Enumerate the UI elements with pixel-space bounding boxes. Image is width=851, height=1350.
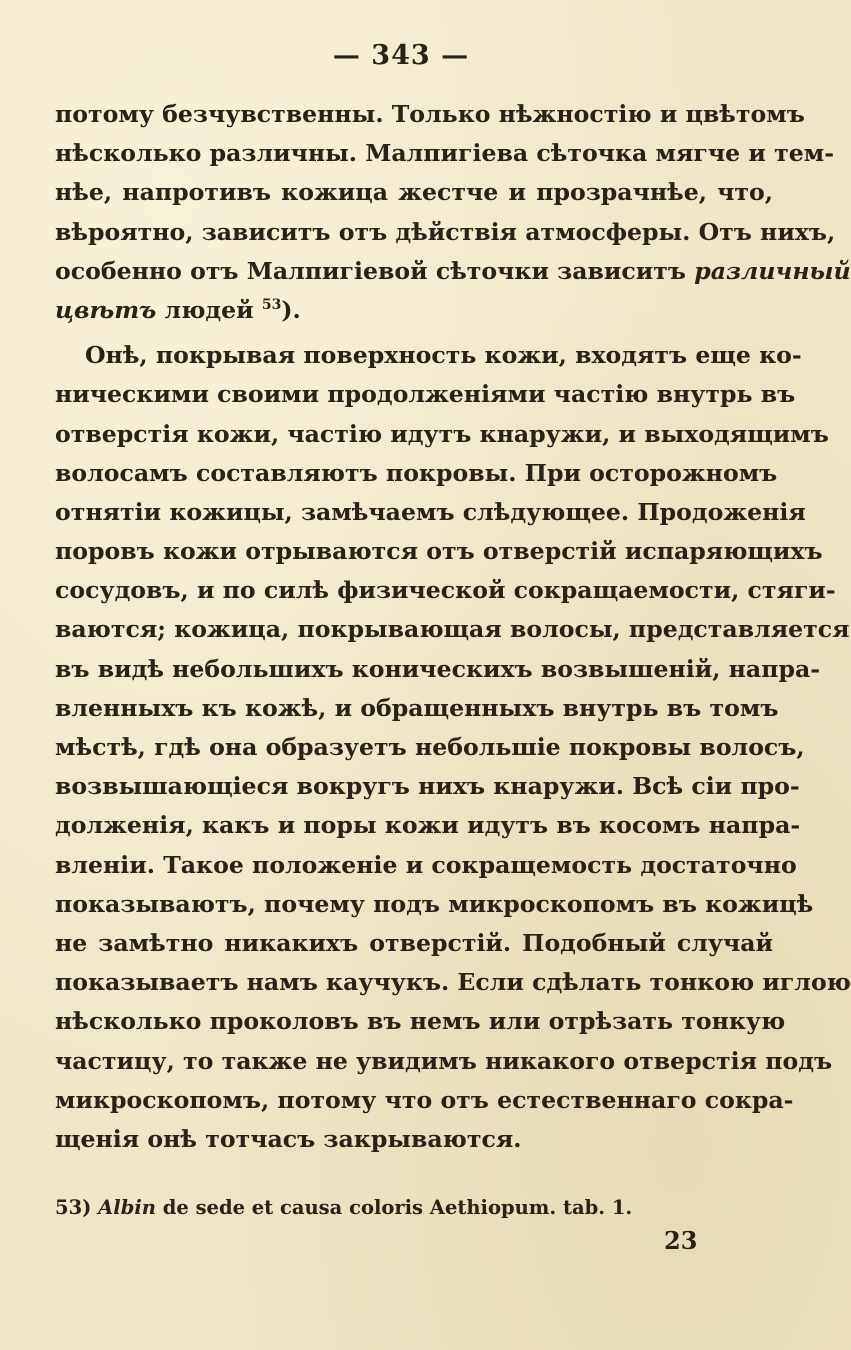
text-line: мѣстѣ, гдѣ она образуетъ небольшіе покровы волосъ, [55, 733, 805, 761]
text-line: вѣроятно, зависитъ отъ дѣйствія атмосферы. Отъ нихъ, [55, 217, 836, 246]
text-line [55, 252, 851, 291]
text-line: отнятіи кожицы, замѣчаемъ слѣдующее. Продоженія [55, 497, 806, 526]
text-line: отверстія кожи, частію идутъ кнаружи, и выходящимъ [55, 419, 829, 448]
text-line: вленныхъ къ кожѣ, и обращенныхъ внутрь въ томъ [55, 693, 779, 722]
italic-text: различный [694, 256, 851, 285]
footnote-marker: 53) [55, 1196, 92, 1219]
footnote-title: de sede et causa coloris Aethiopum. tab. 1. [162, 1196, 633, 1219]
text-line: долженія, какъ и поры кожи идутъ въ косомъ напра- [55, 811, 801, 840]
italic-text: цвѣтъ [55, 295, 157, 324]
signature-mark: 23 [664, 1226, 698, 1255]
text-line: нѣсколько проколовъ въ немъ или отрѣзать тонкую [55, 1007, 786, 1036]
text-line: щенія онѣ тотчасъ закрываются. [55, 1124, 522, 1153]
text-line: Онѣ, покрывая поверхность кожи, входятъ еще ко- [85, 341, 802, 370]
text-line: потому безчувственны. Только нѣжностію и цвѣтомъ [55, 100, 805, 128]
text-segment: людей [156, 295, 262, 324]
footnote-reference: 53 [261, 296, 282, 313]
text-line: вленіи. Такое положеніе и сокращемость достаточно [55, 850, 797, 879]
body-text [55, 95, 851, 1159]
text-line: въ видѣ небольшихъ коническихъ возвышеній, напра- [55, 654, 821, 683]
text-line: ваются; кожица, покрывающая волосы, представляется [55, 615, 850, 644]
text-line: показываютъ, почему подъ микроскопомъ въ кожицѣ [55, 889, 814, 918]
text-line: возвышающіеся вокругъ нихъ кнаружи. Всѣ сіи про- [55, 772, 800, 801]
text-line: волосамъ составляютъ покровы. При осторожномъ [55, 458, 778, 487]
text-line: микроскопомъ, потому что отъ естественнаго сокра- [55, 1085, 794, 1114]
text-line: частицу, то также не увидимъ никакого отверстія подъ [55, 1046, 833, 1075]
text-line: показываетъ намъ каучукъ. Если сдѣлать тонкою иглою [55, 968, 851, 997]
text-line: поровъ кожи отрываются отъ отверстій испаряющихъ [55, 537, 823, 566]
text-line: нѣе, напротивъ кожица жестче и прозрачнѣе, что, [55, 178, 773, 207]
text-line: ническими своими продолженіями частію внутрь въ [55, 380, 796, 409]
text-line [55, 291, 773, 330]
text-line: сосудовъ, и по силѣ физической сокращаемости, стяги- [55, 576, 836, 605]
text-line: не замѣтно никакихъ отверстій. Подобный случай [55, 928, 773, 957]
text-line: нѣсколько различны. Малпигіева сѣточка мягче и тем- [55, 139, 834, 168]
text-segment: особенно отъ Малпигіевой сѣточки зависитъ [55, 256, 695, 285]
footnote [55, 1196, 773, 1219]
page-number: — 343 — [332, 40, 470, 71]
footnote-author: Albin [98, 1196, 156, 1219]
text-segment: ). [281, 295, 301, 324]
